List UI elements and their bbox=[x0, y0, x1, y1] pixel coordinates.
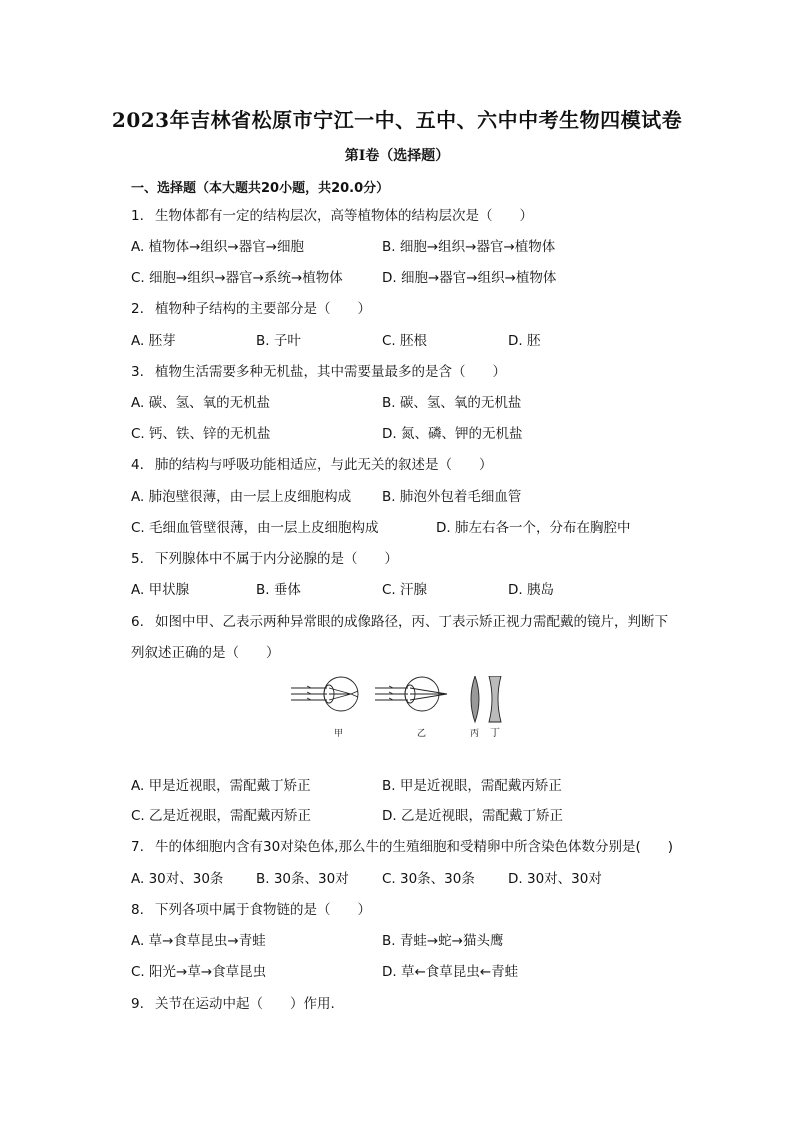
eye-diagram-jia bbox=[291, 677, 358, 711]
figure-label-ding: 丁 bbox=[490, 728, 500, 739]
q1-option-d: D. 细胞→器官→组织→植物体 bbox=[382, 270, 557, 286]
exam-title: 2023年吉林省松原市宁江一中、五中、六中中考生物四模试卷 bbox=[111, 108, 683, 132]
q6-option-c: C. 乙是近视眼，需配戴丙矫正 bbox=[131, 808, 312, 824]
q4-option-b: B. 肺泡外包着毛细血管 bbox=[382, 489, 522, 505]
q7-option-d: D. 30对、30对 bbox=[508, 871, 602, 887]
question-7: 7. 牛的体细胞内含有30对染色体,那么牛的生殖细胞和受精卵中所含染色体数分别是( ) bbox=[131, 839, 674, 855]
question-9: 9. 关节在运动中起（ ）作用. bbox=[131, 996, 335, 1012]
q5-option-b: B. 垂体 bbox=[256, 582, 301, 598]
q7-option-a: A. 30对、30条 bbox=[131, 871, 224, 887]
exam-subtitle: 第I卷（选择题） bbox=[344, 148, 450, 164]
question-6: 6. 如图中甲、乙表示两种异常眼的成像路径，丙、丁表示矫正视力需配戴的镜片，判断下 bbox=[131, 614, 668, 630]
q2-option-c: C. 胚根 bbox=[382, 333, 428, 349]
q5-option-d: D. 胰岛 bbox=[508, 582, 554, 598]
q8-option-d: D. 草←食草昆虫←青蛙 bbox=[382, 964, 519, 980]
figure-label-jia: 甲 bbox=[334, 729, 344, 739]
question-2: 2. 植物种子结构的主要部分是（ ） bbox=[131, 301, 371, 317]
eye-lens-figure bbox=[289, 676, 519, 740]
figure-label-yi: 乙 bbox=[417, 729, 427, 739]
question-4: 4. 肺的结构与呼吸功能相适应，与此无关的叙述是（ ） bbox=[131, 457, 493, 473]
q4-option-a: A. 肺泡壁很薄，由一层上皮细胞构成 bbox=[131, 489, 352, 505]
q3-option-a: A. 碳、氢、氧的无机盐 bbox=[131, 395, 271, 411]
q3-option-b: B. 碳、氢、氧的无机盐 bbox=[382, 395, 522, 411]
q2-option-d: D. 胚 bbox=[508, 333, 541, 349]
eye-diagram-yi bbox=[375, 677, 447, 711]
question-8: 8. 下列各项中属于食物链的是（ ） bbox=[131, 902, 371, 918]
q2-option-b: B. 子叶 bbox=[256, 333, 301, 349]
section-heading: 一、选择题（本大题共20小题，共20.0分） bbox=[131, 181, 390, 196]
q2-option-a: A. 胚芽 bbox=[131, 333, 176, 349]
q8-option-a: A. 草→食草昆虫→青蛙 bbox=[131, 933, 266, 949]
q4-option-d: D. 肺左右各一个，分布在胸腔中 bbox=[436, 520, 631, 536]
convex-lens bbox=[471, 676, 479, 722]
q1-option-a: A. 植物体→组织→器官→细胞 bbox=[131, 239, 305, 255]
q3-option-c: C. 钙、铁、锌的无机盐 bbox=[131, 426, 271, 442]
figure-label-bing: 丙 bbox=[470, 729, 480, 739]
q7-option-b: B. 30条、30对 bbox=[256, 871, 349, 887]
q4-option-c: C. 毛细血管壁很薄，由一层上皮细胞构成 bbox=[131, 520, 379, 536]
q7-option-c: C. 30条、30条 bbox=[382, 871, 475, 887]
q5-option-c: C. 汗腺 bbox=[382, 582, 428, 598]
q6-option-a: A. 甲是近视眼，需配戴丁矫正 bbox=[131, 778, 311, 794]
question-1: 1. 生物体都有一定的结构层次，高等植物体的结构层次是（ ） bbox=[131, 208, 533, 224]
q6-option-b: B. 甲是近视眼，需配戴丙矫正 bbox=[382, 778, 562, 794]
q3-option-d: D. 氮、磷、钾的无机盐 bbox=[382, 426, 523, 442]
question-5: 5. 下列腺体中不属于内分泌腺的是（ ） bbox=[131, 551, 398, 567]
q6-option-d: D. 乙是近视眼，需配戴丁矫正 bbox=[382, 808, 563, 824]
concave-lens bbox=[489, 676, 501, 722]
question-3: 3. 植物生活需要多种无机盐，其中需要量最多的是含（ ） bbox=[131, 364, 506, 380]
q1-option-c: C. 细胞→组织→器官→系统→植物体 bbox=[131, 270, 343, 286]
q1-option-b: B. 细胞→组织→器官→植物体 bbox=[382, 239, 556, 255]
q5-option-a: A. 甲状腺 bbox=[131, 582, 190, 598]
question-6-continued: 列叙述正确的是（ ） bbox=[131, 645, 280, 661]
q8-option-b: B. 青蛙→蛇→猫头鹰 bbox=[382, 933, 504, 949]
q8-option-c: C. 阳光→草→食草昆虫 bbox=[131, 964, 267, 980]
